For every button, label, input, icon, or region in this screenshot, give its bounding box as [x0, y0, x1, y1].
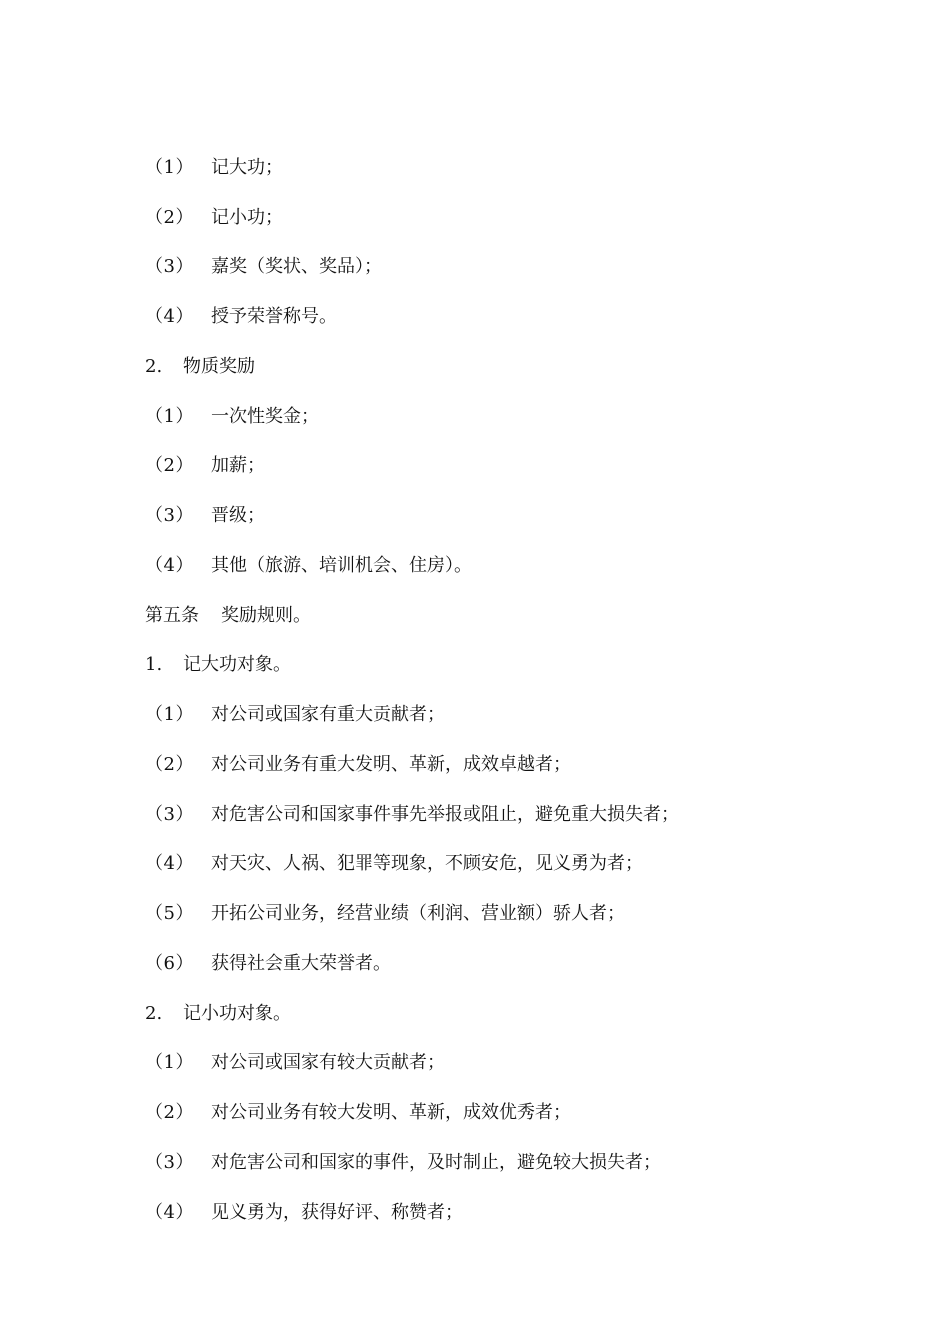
item-marker: （4） [145, 1201, 194, 1223]
item-marker: （2） [145, 455, 194, 477]
item-marker: （6） [145, 952, 194, 974]
item-text: 授予荣誉称号。 [211, 306, 337, 328]
section-title: 记小功对象。 [183, 1002, 291, 1024]
item-text: 一次性奖金； [211, 405, 319, 427]
item-marker: （3） [145, 505, 194, 527]
list-item [145, 889, 845, 939]
item-marker: （4） [145, 306, 194, 328]
list-item [145, 939, 845, 989]
list-item [145, 541, 845, 591]
list-item [145, 442, 845, 492]
item-text: 对公司业务有重大发明、革新，成效卓越者； [211, 753, 571, 775]
item-text: 对公司业务有较大发明、革新，成效优秀者； [211, 1102, 571, 1124]
item-text: 开拓公司业务，经营业绩（利润、营业额）骄人者； [211, 903, 625, 925]
item-text: 对危害公司和国家事件事先举报或阻止，避免重大损失者； [211, 803, 679, 825]
list-item [145, 392, 845, 442]
section-heading [145, 641, 845, 691]
article-number: 第五条 [145, 604, 199, 626]
section-title: 物质奖励 [183, 355, 255, 377]
list-item [145, 690, 845, 740]
item-text: 其他（旅游、培训机会、住房）。 [211, 554, 472, 576]
list-item [145, 740, 845, 790]
list-item [145, 491, 845, 541]
list-item [145, 292, 845, 342]
item-text: 对公司或国家有重大贡献者； [211, 704, 445, 726]
list-item [145, 143, 845, 193]
item-marker: （1） [145, 1052, 194, 1074]
document-body [145, 143, 845, 1238]
article-title: 奖励规则。 [221, 604, 311, 626]
list-item [145, 840, 845, 890]
item-text: 获得社会重大荣誉者。 [211, 952, 391, 974]
item-marker: （2） [145, 753, 194, 775]
section-number: 1. [145, 654, 163, 676]
item-text: 对公司或国家有较大贡献者； [211, 1052, 445, 1074]
section-title: 记大功对象。 [183, 654, 291, 676]
item-marker: （3） [145, 1151, 194, 1173]
list-item [145, 193, 845, 243]
item-marker: （3） [145, 803, 194, 825]
item-marker: （3） [145, 256, 194, 278]
section-number: 2. [145, 355, 163, 377]
item-marker: （4） [145, 554, 194, 576]
list-item [145, 790, 845, 840]
item-text: 记大功； [211, 156, 283, 178]
item-text: 对天灾、人祸、犯罪等现象，不顾安危，见义勇为者； [211, 853, 643, 875]
item-marker: （4） [145, 853, 194, 875]
item-text: 记小功； [211, 206, 283, 228]
article-heading [145, 591, 845, 641]
list-item [145, 1138, 845, 1188]
item-text: 对危害公司和国家的事件，及时制止，避免较大损失者； [211, 1151, 661, 1173]
item-text: 晋级； [211, 505, 265, 527]
list-item [145, 243, 845, 293]
item-marker: （1） [145, 156, 194, 178]
list-item [145, 1039, 845, 1089]
section-number: 2. [145, 1002, 163, 1024]
section-heading [145, 342, 845, 392]
list-item [145, 1088, 845, 1138]
item-marker: （5） [145, 903, 194, 925]
section-heading [145, 989, 845, 1039]
list-item [145, 1188, 845, 1238]
item-text: 加薪； [211, 455, 265, 477]
item-text: 嘉奖（奖状、奖品）； [211, 256, 382, 278]
item-marker: （1） [145, 704, 194, 726]
item-text: 见义勇为，获得好评、称赞者； [211, 1201, 463, 1223]
item-marker: （1） [145, 405, 194, 427]
item-marker: （2） [145, 1102, 194, 1124]
item-marker: （2） [145, 206, 194, 228]
